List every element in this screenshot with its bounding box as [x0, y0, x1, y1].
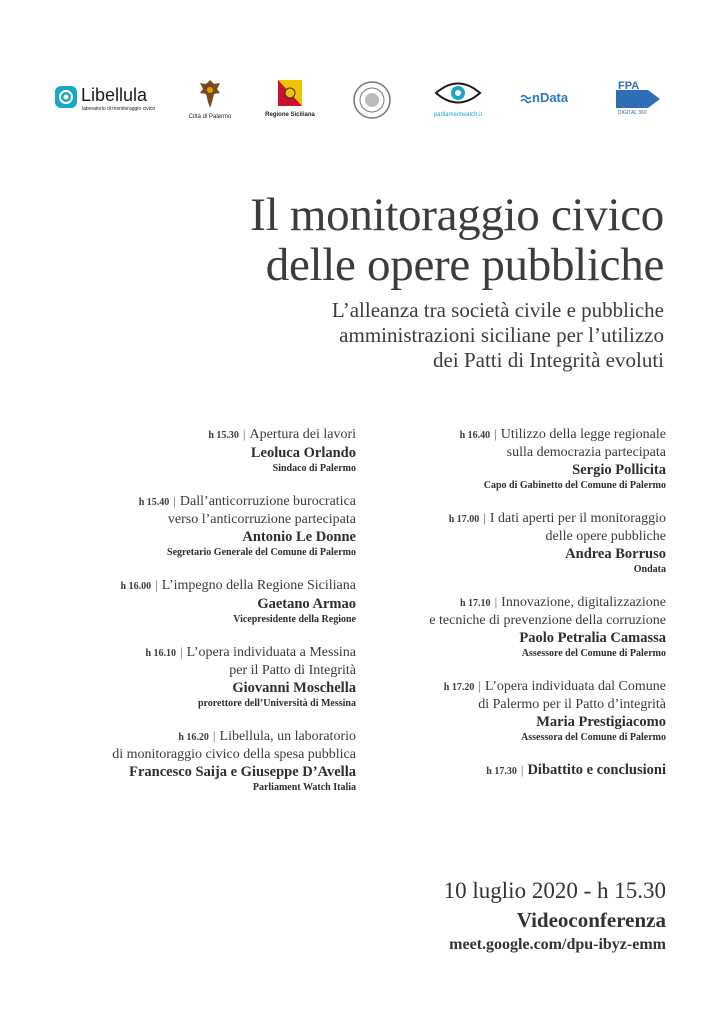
regione-siciliana-logo: [264, 78, 316, 122]
program-item-heading: [36, 727, 356, 746]
program-time: h 17.30: [486, 766, 517, 777]
program-time: h 15.30: [208, 430, 239, 441]
speaker-role: Segretario Generale del Comune di Palermo: [167, 547, 356, 558]
trinacria-shield-icon: [276, 78, 304, 108]
program-topic: L’opera individuata dal Comune: [484, 679, 666, 694]
program-topic: delle opere pubbliche: [545, 529, 666, 544]
speaker-name: Antonio Le Donne: [242, 529, 356, 545]
program-item-heading: [366, 425, 666, 444]
separator: |: [180, 644, 183, 659]
program-topic: di Palermo per il Patto d’integrità: [478, 697, 666, 712]
title-line-2: delle opere pubbliche: [265, 239, 664, 291]
program-item: [366, 425, 666, 493]
fpa-caption: DIGITAL 360: [618, 110, 647, 116]
subtitle-line-3: dei Patti di Integrità evoluti: [433, 348, 664, 372]
program-topic: sulla democrazia partecipata: [506, 445, 666, 460]
program-time: h 17.20: [443, 682, 475, 693]
program-item: [36, 425, 356, 476]
program-time: h 16.40: [459, 430, 491, 441]
speaker-role: Parliament Watch Italia: [252, 782, 356, 793]
event-footer: [444, 876, 666, 956]
page-subtitle: [332, 298, 664, 373]
speaker-role: Assessora del Comune di Palermo: [521, 732, 666, 743]
separator: |: [173, 493, 176, 508]
citta-palermo-logo: [188, 78, 232, 122]
speaker-role: Sindaco di Palermo: [272, 463, 356, 474]
program-topic: per il Patto di Integrità: [229, 663, 356, 678]
speaker-role: Capo di Gabinetto del Comune di Palermo: [483, 480, 666, 491]
speaker-name: Francesco Saija e Giuseppe D’Avella: [129, 764, 356, 780]
program-time: h 17.10: [460, 598, 491, 609]
program-topic: I dati aperti per il monitoraggio: [489, 511, 666, 526]
program-topic: di monitoraggio civico della spesa pubblica: [112, 747, 356, 762]
program-item-heading: [366, 761, 666, 780]
speaker-name: Maria Prestigiacomo: [536, 714, 666, 730]
program-topic: Libellula, un laboratorio: [219, 729, 356, 744]
program-item: [366, 593, 666, 661]
speaker-name: Gaetano Armao: [257, 596, 356, 612]
program-topic: verso l’anticorruzione partecipata: [167, 512, 356, 527]
program-item: [36, 643, 356, 711]
program-item: [36, 492, 356, 560]
event-venue: Videoconferenza: [516, 908, 666, 932]
separator: |: [478, 678, 481, 693]
program-item: [366, 761, 666, 780]
program-topic: Apertura dei lavori: [249, 427, 356, 442]
wave-icon: [520, 93, 532, 105]
program-item: [366, 677, 666, 745]
seal-icon: [352, 80, 392, 120]
speaker-name: Andrea Borruso: [565, 546, 666, 562]
program-time: h 16.00: [120, 581, 152, 592]
meeting-link[interactable]: meet.google.com/dpu-ibyz-emm: [449, 936, 666, 953]
program-item-heading: [36, 492, 356, 511]
program-topic: Innovazione, digitalizzazione: [501, 595, 666, 610]
libellula-logo: [54, 84, 156, 114]
speaker-name: Leoluca Orlando: [250, 445, 356, 461]
speaker-role: Assessore del Comune di Palermo: [521, 648, 666, 659]
title-line-1: Il monitoraggio civico: [250, 189, 664, 241]
program-item-heading: [36, 425, 356, 444]
program-item-heading: [366, 593, 666, 612]
libellula-icon: [54, 85, 78, 109]
regione-siciliana-caption: Regione Siciliana: [265, 112, 315, 118]
fpa-name: FPA: [618, 80, 640, 92]
separator: |: [520, 762, 524, 777]
program-item-heading: [36, 643, 356, 662]
libellula-tagline: laboratorio di monitoraggio civico: [82, 106, 156, 112]
program-topic: Dibattito e conclusioni: [527, 762, 666, 778]
program-left-column: [36, 425, 356, 811]
program-topic: e tecniche di prevenzione della corruzione: [429, 613, 666, 628]
program-item-heading: [36, 576, 356, 595]
separator: |: [483, 510, 486, 525]
program-time: h 15.40: [138, 497, 170, 508]
subtitle-line-2: amministrazioni siciliane per l’utilizzo: [339, 323, 664, 347]
separator: |: [242, 426, 246, 441]
event-date: 10 luglio 2020 - h 15.30: [443, 878, 666, 903]
libellula-name: Libellula: [81, 85, 148, 105]
program-item-heading: [366, 677, 666, 696]
program-right-column: [366, 425, 666, 796]
program-item: [366, 509, 666, 577]
program-topic: Utilizzo della legge regionale: [500, 427, 666, 442]
separator: |: [155, 577, 158, 592]
speaker-name: Paolo Petralia Camassa: [519, 630, 666, 646]
program-item: [36, 576, 356, 627]
separator: |: [494, 594, 498, 609]
parliamentwatch-logo: [428, 78, 488, 122]
page-title: [250, 190, 664, 290]
speaker-role: prorettore dell’Università di Messina: [197, 698, 356, 709]
speaker-name: Sergio Pollicita: [572, 462, 666, 478]
program-time: h 16.10: [145, 648, 176, 659]
speaker-role: Vicepresidente della Regione: [233, 614, 356, 625]
parliamentwatch-caption: parliamentwatch.it: [433, 112, 483, 118]
program-topic: L’impegno della Regione Siciliana: [161, 578, 356, 593]
separator: |: [212, 728, 216, 743]
citta-palermo-caption: Città di Palermo: [188, 114, 232, 120]
separator: |: [494, 426, 497, 441]
logo-bar: [0, 76, 724, 126]
eagle-crest-icon: [198, 78, 222, 110]
program-item-heading: [366, 509, 666, 528]
ondata-name: nData: [532, 90, 569, 105]
speaker-name: Giovanni Moschella: [232, 680, 356, 696]
fpa-logo: [614, 82, 668, 116]
subtitle-line-1: L’alleanza tra società civile e pubbliche: [331, 298, 664, 322]
program-topic: Dall’anticorruzione burocratica: [179, 494, 356, 509]
ondata-logo: [520, 90, 580, 110]
program-time: h 17.00: [448, 514, 480, 525]
program-item: [36, 727, 356, 795]
speaker-role: Ondata: [633, 564, 666, 575]
university-seal-logo: [352, 80, 392, 120]
program-time: h 16.20: [178, 732, 209, 743]
program-topic: L’opera individuata a Messina: [186, 645, 356, 660]
eye-icon: [432, 78, 484, 108]
